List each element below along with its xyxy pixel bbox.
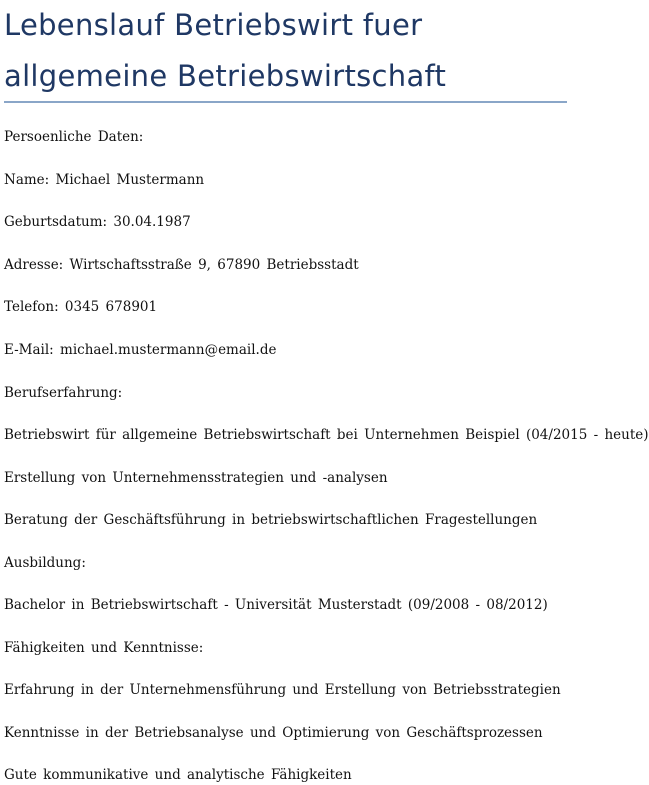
experience-item: Erstellung von Unternehmensstrategien und -analysen: [4, 470, 388, 486]
address-line: Adresse: Wirtschaftsstraße 9, 67890 Betriebsstadt: [4, 257, 359, 273]
section-heading-skills: Fähigkeiten und Kenntnisse:: [4, 640, 204, 656]
education-item: Bachelor in Betriebswirtschaft - Universität Musterstadt (09/2008 - 08/2012): [4, 597, 548, 613]
title-divider: [4, 101, 567, 103]
page-title: Lebenslauf Betriebswirt fuer allgemeine Betriebswirtschaft: [4, 8, 447, 93]
skill-item: Gute kommunikative und analytische Fähigkeiten: [4, 767, 352, 783]
phone-line: Telefon: 0345 678901: [4, 299, 158, 315]
section-heading-personal: Persoenliche Daten:: [4, 129, 144, 145]
experience-item: Betriebswirt für allgemeine Betriebswirtschaft bei Unternehmen Beispiel (04/2015 - heute): [4, 427, 649, 443]
skill-item: Erfahrung in der Unternehmensführung und Erstellung von Betriebsstrategien: [4, 682, 561, 698]
skill-item: Kenntnisse in der Betriebsanalyse und Optimierung von Geschäftsprozessen: [4, 725, 543, 741]
birthdate-line: Geburtsdatum: 30.04.1987: [4, 214, 191, 230]
section-heading-experience: Berufserfahrung:: [4, 385, 123, 401]
email-line: E-Mail: michael.mustermann@email.de: [4, 342, 277, 358]
name-line: Name: Michael Mustermann: [4, 172, 205, 188]
section-heading-education: Ausbildung:: [4, 555, 86, 571]
experience-item: Beratung der Geschäftsführung in betriebswirtschaftlichen Fragestellungen: [4, 512, 538, 528]
